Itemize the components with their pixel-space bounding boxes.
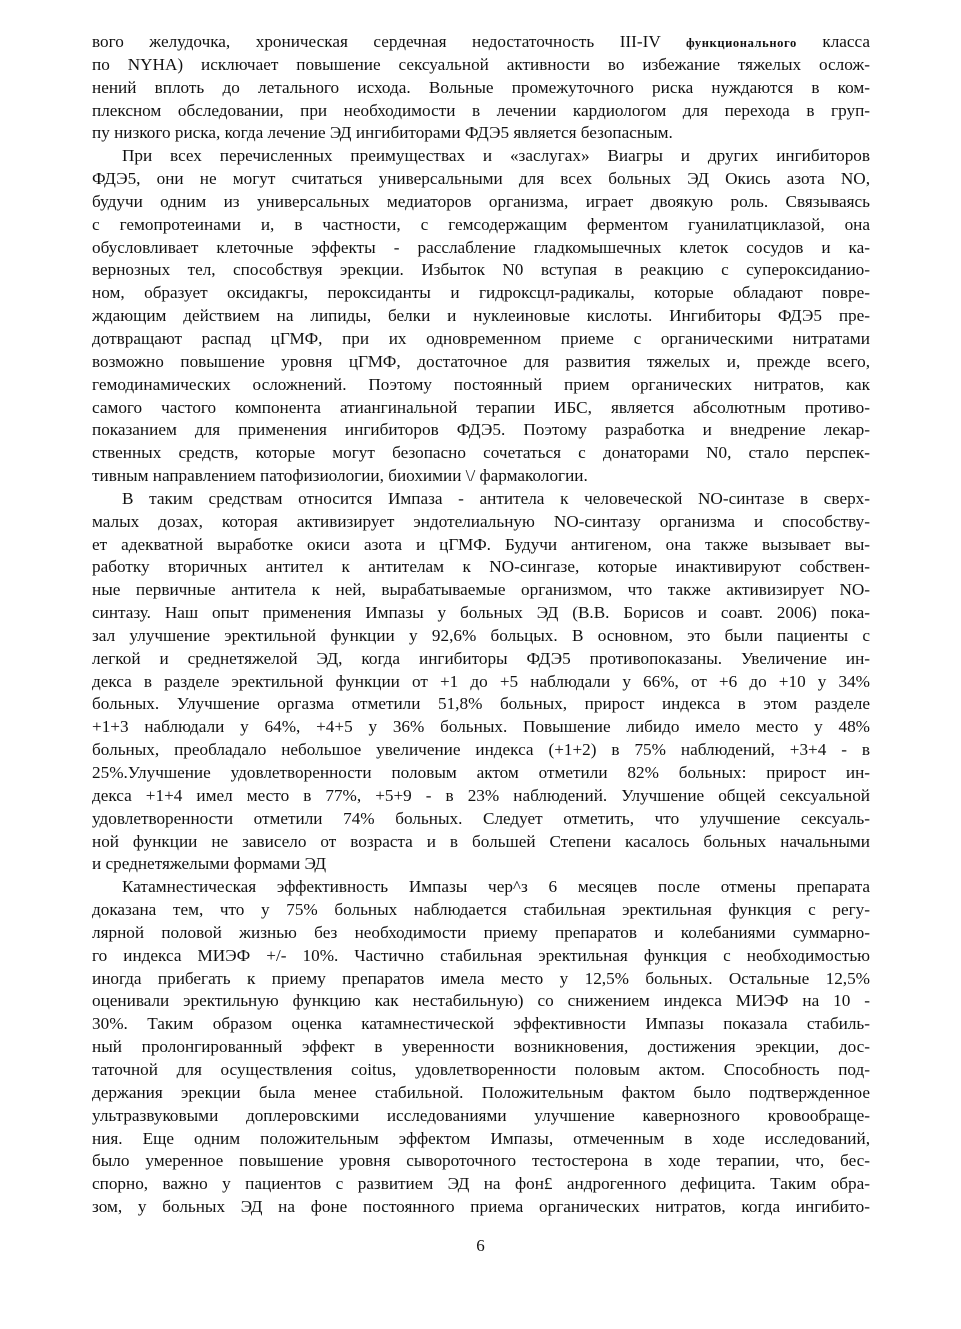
text-line: доказана тем, что у 75% больных наблюдается стабильная эректильная функция с регу- bbox=[92, 900, 870, 920]
text-line: ственных средств, которые могут безопасно сочетаться с донаторами N0, стало перспек- bbox=[92, 443, 870, 463]
body-text bbox=[92, 31, 870, 1219]
text-line: го индекса МИЭФ +/- 10%. Частично стабильная эректильная функция с необходимостью bbox=[92, 945, 870, 965]
text-line: с гемопротеинами и, в частности, с гемсодержащим ферментом гуанилатциклазой, она bbox=[92, 214, 870, 234]
text-line: вернозных тел, способствуя эрекции. Избыток N0 вступая в реакцию с супероксиданио- bbox=[92, 260, 870, 280]
text-line: ФДЭ5, они не могут считаться универсальными для всех больных ЭД Окись азота NO, bbox=[92, 169, 870, 189]
text-line: легкой и среднетяжелой ЭД, когда ингибиторы ФДЭ5 противопоказаны. Увеличение ин- bbox=[92, 648, 870, 668]
text-line: ния. Еще одним положительным эффектом Импазы, отмеченным в ходе исследований, bbox=[92, 1128, 870, 1148]
text-line: 25%.Улучшение удовлетворенности половым актом отметили 82% больных: прирост ин- bbox=[92, 763, 870, 782]
text-line bbox=[92, 31, 870, 54]
text-line: больных. Улучшение оргазма отметили 51,8% больных, прирост индекса в этом разделе bbox=[92, 694, 870, 714]
text-line: В таким средствам относится Импаза - антитела к человеческой NO-синтазе в сверх- bbox=[122, 488, 870, 508]
text-line: 30%. Таким образом оценка катамнестической эффективности Импазы показала стабиль- bbox=[92, 1014, 870, 1034]
text-line: гемодинамических осложнений. Поэтому постоянный прием органических нитратов, как bbox=[92, 374, 870, 394]
text-line: тивным направлением патофизиологии, биохимии \/ фармакологии. bbox=[92, 466, 588, 486]
text-line: возможно повышение уровня цГМФ, достаточное для развития тяжелых и, прежде всего, bbox=[92, 351, 870, 371]
text-line: спорно, важно у пациентов с развитием ЭД на фон£ андрогенного дефицита. Таким обра- bbox=[92, 1174, 870, 1194]
text-line: нений вплоть до летального исхода. Вольные промежуточного риска нуждаются в ком- bbox=[92, 77, 870, 97]
text-line: ной функции не зависело от возраста и в большей Степени касалось больных начальными bbox=[92, 831, 870, 851]
text-line: При всех перечисленных преимуществах и «заслугах» Виагры и других ингибиторов bbox=[122, 146, 870, 166]
text-line: таточной для осуществления coitus, удовлетворенности половым актом. Способность под- bbox=[92, 1059, 870, 1079]
page-number: 6 bbox=[476, 1236, 485, 1255]
text-line: больных, преобладало небольшое увеличение индекса (+1+2) в 75% наблюдений, +3+4 - в bbox=[92, 740, 870, 760]
text-line: будучи одним из универсальных медиаторов организма, играет двоякую роль. Связываясь bbox=[92, 191, 870, 211]
text-line: самого частого компонента атиангинальной терапии ИБС, является абсолютным противо- bbox=[92, 397, 870, 417]
text-line: ный пролонгированный эффект в уверенности возникновения, достижения эрекции, дос- bbox=[92, 1037, 870, 1057]
text-line: оценивали эректильную функцию как нестабильную) со снижением индекса МИЭФ на 10 - bbox=[92, 991, 870, 1011]
line-text: вого желудочка, хроническая сердечная недостаточность III-IV bbox=[92, 32, 686, 51]
text-line: обусловливает клеточные эффекты - расслабление гладкомышечных клеток сосудов и ка- bbox=[92, 237, 870, 257]
text-line: Катамнестическая эффективность Импазы чер^з 6 месяцев после отмены препарата bbox=[122, 877, 870, 897]
text-line: синтазу. Наш опыт применения Импазы у больных ЭД (В.В. Борисов и соавт. 2006) пока- bbox=[92, 603, 870, 623]
text-line: +1+3 наблюдали у 64%, +4+5 у 36% больных. Повышение либидо имело место у 48% bbox=[92, 717, 870, 737]
text-line: лярной половой жизнью без необходимости приему препаратов и колебаниями суммарно- bbox=[92, 922, 870, 942]
text-line: малых дозах, которая активизирует эндотелиальную NO-синтазу организма и способству- bbox=[92, 511, 870, 531]
text-line: ультразвуковыми доплеровскими исследованиями улучшение кавернозного кровообраще- bbox=[92, 1105, 870, 1125]
text-line: пу низкого риска, когда лечение ЭД ингибиторами ФДЭ5 является безопасным. bbox=[92, 123, 673, 143]
text-line: ет адекватной выработке окиси азота и цГМФ. Будучи антигеном, она также вызывает вы- bbox=[92, 534, 870, 554]
text-line: декса +1+4 имел место в 77%, +5+9 - в 23% наблюдений. Улучшение общей сексуальной bbox=[92, 785, 870, 805]
text-line: декса в разделе эректильной функции от +1 до +5 наблюдали у 66%, от +6 до +10 у 34% bbox=[92, 671, 870, 691]
text-line: держания эрекции была менее стабильной. Положительным фактом было подтвержденное bbox=[92, 1082, 870, 1102]
text-line: ждающим действием на липиды, белки и нуклеиновые кислоты. Ингибиторы ФДЭ5 пре- bbox=[92, 306, 870, 326]
text-line: иногда прибегать к приему препаратов имела место у 12,5% больных. Остальные 12,5% bbox=[92, 968, 870, 988]
text-line: дотвращают распад цГМФ, при их одновременном приеме с органическими нитратами bbox=[92, 328, 870, 348]
text-line: по NYHA) исключает повышение сексуальной активности во избежание тяжелых ослож- bbox=[92, 54, 870, 74]
bold-term: функционального bbox=[685, 36, 797, 50]
text-line: удовлетворенности отметили 74% больных. Следует отметить, что улучшение сексуаль- bbox=[92, 808, 870, 828]
text-line: было умеренное повышение уровня сывороточного тестостерона в ходе терапии, что, бес- bbox=[92, 1151, 870, 1171]
text-line: и среднетяжелыми формами ЭД bbox=[92, 854, 327, 874]
line-text: класса bbox=[796, 32, 871, 51]
text-line: зом, у больных ЭД на фоне постоянного приема органических нитратов, когда ингибито- bbox=[92, 1197, 870, 1217]
text-line: плексном обследовании, при необходимости в лечении кардиологом для перехода в груп- bbox=[92, 100, 870, 120]
text-line: показанием для применения ингибиторов ФДЭ5. Поэтому разработка и внедрение лекар- bbox=[92, 420, 870, 440]
text-line: зал улучшение эректильной функции у 92,6% больцых. В основном, это были пациенты с bbox=[92, 625, 870, 645]
text-line: работку вторичных антител к антителам к NO-сингазе, которые инактивируют собствен- bbox=[92, 557, 870, 577]
text-line: ные первичные антитела к ней, вырабатываемые организмом, что также активизирует NO- bbox=[92, 580, 870, 600]
text-line: ном, образует оксидакгы, пероксиданты и гидроксцл-радикалы, которые обладают повре- bbox=[92, 283, 870, 303]
